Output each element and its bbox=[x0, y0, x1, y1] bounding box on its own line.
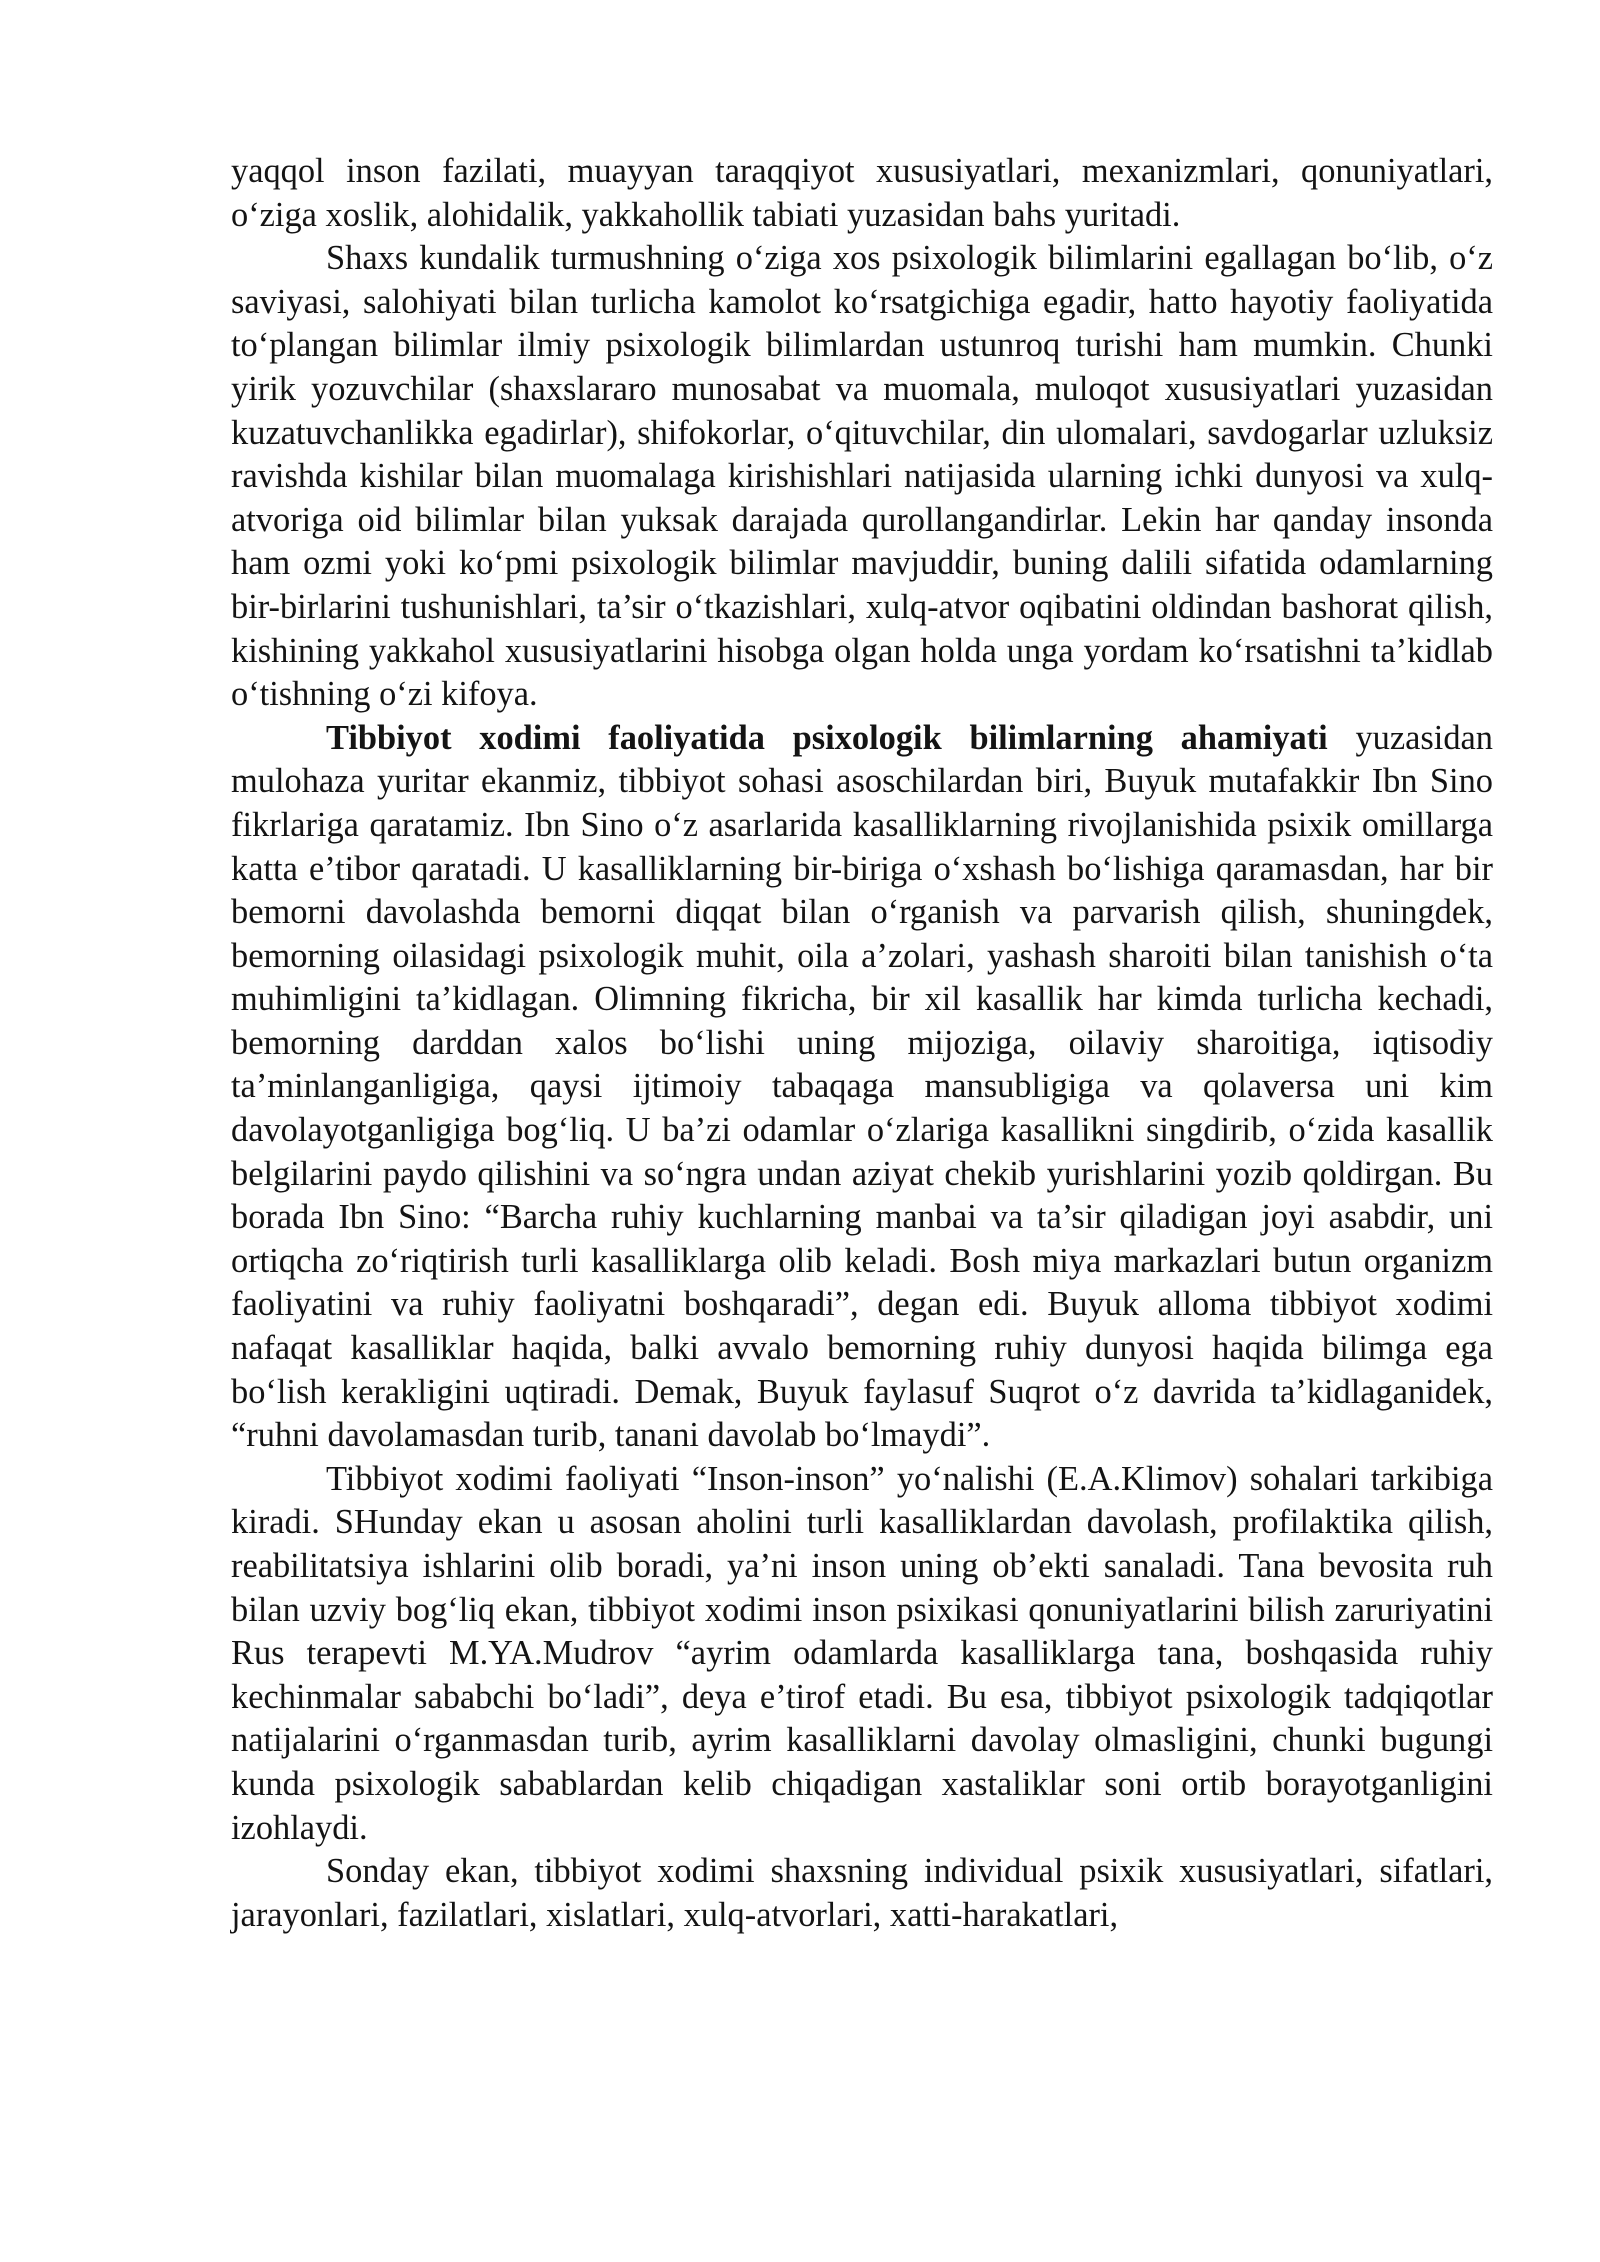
paragraph-medical-worker-psychology bbox=[231, 717, 1493, 1458]
document-page bbox=[231, 150, 1493, 1937]
paragraph-text: Sonday ekan, tibbiyot xodimi shaxsning individual psixik xususiyatlari, sifatlari, jarayonlari, fazilatlari, xislatlari, xulq-atvorlari, xatti-harakatlari, bbox=[231, 1852, 1493, 1934]
paragraph-person-person-field bbox=[231, 1458, 1493, 1850]
bold-heading-phrase: Tibbiyot xodimi faoliyatida psixologik bilimlarning ahamiyati bbox=[326, 718, 1328, 757]
paragraph-text: yaqqol inson fazilati, muayyan taraqqiyot xususiyatlari, mexanizmlari, qonuniyatlari, o‘ziga xoslik, alohidalik, yakkahollik tabiati yuzasidan bahs yuritadi. bbox=[231, 152, 1493, 234]
paragraph-individual-features bbox=[231, 1850, 1493, 1937]
paragraph-text: Shaxs kundalik turmushning o‘ziga xos psixologik bilimlarini egallagan bo‘lib, o‘z saviyasi, salohiyati bilan turlicha kamolot ko‘rsatgichiga egadir, hatto hayotiy faoliyatida to‘plangan bilimlar ilmiy psixologik bilimlardan ustunroq turishi ham mumkin. Chunki yirik yozuvchilar (shaxslararo munosabat va muomala, muloqot xususiyatlari yuzasidan kuzatuvchanlikka egadirlar), shifokorlar, o‘qituvchilar, din ulomalari, savdogarlar uzluksiz ravishda kishilar bilan muomalaga kirishishlari natijasida ularning ichki dunyosi va xulq-atvoriga oid bilimlar bilan yuksak darajada qurollangandirlar. Lekin har qanday insonda ham ozmi yoki ko‘pmi psixologik bilimlar mavjuddir, buning dalili sifatida odamlarning bir-birlarini tushunishlari, ta’sir o‘tkazishlari, xulq-atvor oqibatini oldindan bashorat qilish, kishining yakkahol xususiyatlarini hisobga olgan holda unga yordam ko‘rsatishni ta’kidlab o‘tishning o‘zi kifoya. bbox=[231, 239, 1493, 714]
paragraph-everyday-psychology bbox=[231, 237, 1493, 717]
paragraph-text: yuzasidan mulohaza yuritar ekanmiz, tibbiyot sohasi asoschilardan biri, Buyuk mutafakkir Ibn Sino fikrlariga qaratamiz. Ibn Sino o‘z asarlarida kasalliklarning rivojlanishida psixik omillarga katta e’tibor qaratadi. U kasalliklarning bir-biriga o‘xshash bo‘lishiga qaramasdan, har bir bemorni davolashda bemorni diqqat bilan o‘rganish va parvarish qilish, shuningdek, bemorning oilasidagi psixologik muhit, oila a’zolari, yashash sharoiti bilan tanishish o‘ta muhimligini ta’kidlagan. Olimning fikricha, bir xil kasallik har kimda turlicha kechadi, bemorning darddan xalos bo‘lishi uning mijoziga, oilaviy sharoitiga, iqtisodiy ta’minlanganligiga, qaysi ijtimoiy tabaqaga mansubligiga va qolaversa uni kim davolayotganligiga bog‘liq. U ba’zi odamlar o‘zlariga kasallikni singdirib, o‘zida kasallik belgilarini paydo qilishini va so‘ngra undan aziyat chekib yurishlarini yozib qoldirgan. Bu borada Ibn Sino: “Barcha ruhiy kuchlarning manbai va ta’sir qiladigan joyi asabdir, uni ortiqcha zo‘riqtirish turli kasalliklarga olib keladi. Bosh miya markazlari butun organizm faoliyatini va ruhiy faoliyatni boshqaradi”, degan edi. Buyuk alloma tibbiyot xodimi nafaqat kasalliklar haqida, balki avvalo bemorning ruhiy dunyosi haqida bilimga ega bo‘lish kerakligini uqtiradi. Demak, Buyuk faylasuf Suqrot o‘z davrida ta’kidlaganidek, “ruhni davolamasdan turib, tanani davolab bo‘lmaydi”. bbox=[231, 718, 1493, 1455]
paragraph-continuation bbox=[231, 150, 1493, 237]
paragraph-text: Tibbiyot xodimi faoliyati “Inson-inson” yo‘nalishi (E.A.Klimov) sohalari tarkibiga kiradi. SHunday ekan u asosan aholini turli kasalliklardan davolash, profilaktika qilish, reabilitatsiya ishlarini olib boradi, ya’ni inson uning ob’ekti sanaladi. Tana bevosita ruh bilan uzviy bog‘liq ekan, tibbiyot xodimi inson psixikasi qonuniyatlarini bilish zaruriyatini Rus terapevti M.YA.Mudrov “ayrim odamlarda kasalliklarga tana, boshqasida ruhiy kechinmalar sababchi bo‘ladi”, deya e’tirof etadi. Bu esa, tibbiyot psixologik tadqiqotlar natijalarini o‘rganmasdan turib, ayrim kasalliklarni davolay olmasligini, chunki bugungi kunda psixologik sabablardan kelib chiqadigan xastaliklar soni ortib borayotganligini izohlaydi. bbox=[231, 1459, 1493, 1847]
